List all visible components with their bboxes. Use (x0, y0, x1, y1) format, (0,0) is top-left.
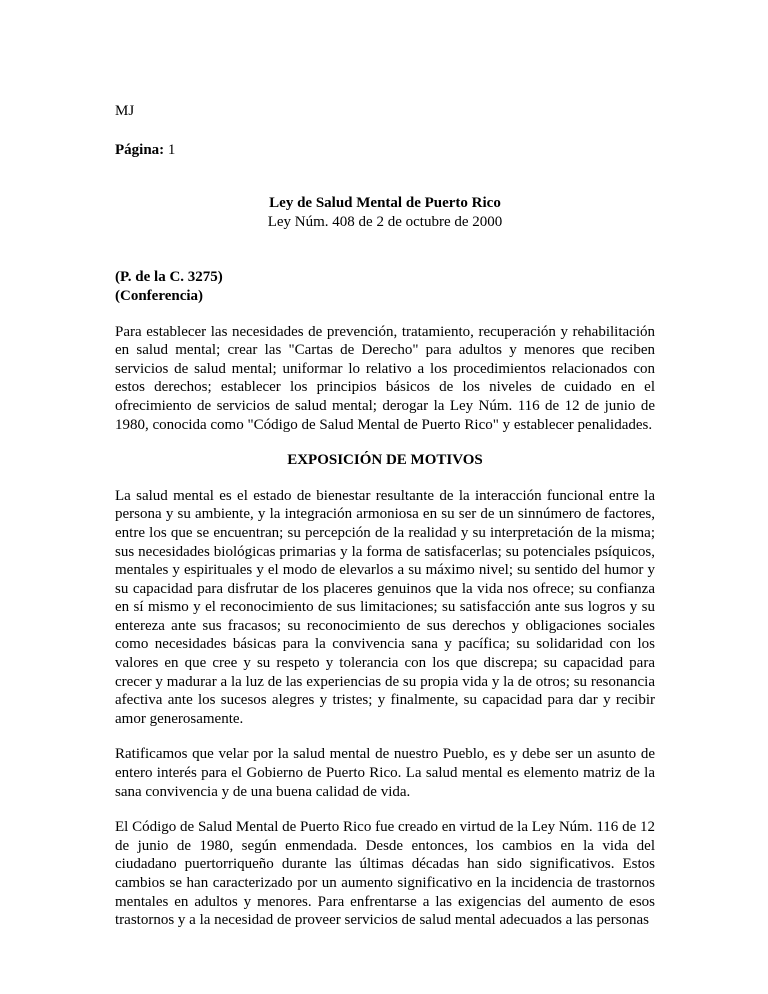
page-number-value: 1 (167, 141, 176, 158)
conference-label: (Conferencia) (115, 287, 204, 304)
title-block (115, 194, 655, 231)
body-paragraph-1: La salud mental es el estado de bienestar resultante de la interacción funcional entre la persona y su ambiente, y la integración armoniosa en su ser de un sinnúmero de factores, entre los que se encuentran; su percepción de la realidad y su interpretación de la misma; sus necesidades biológicas primarias y la forma de satisfacerlas; su potenciales psíquicos, mentales y espirituales y el modo de elevarlos a su máximo nivel; su sentido del humor y su capacidad para disfrutar de los placeres genuinos que la vida nos ofrece; su confianza en sí mismo y el reconocimiento de sus limitaciones; su satisfacción ante sus logros y su entereza ante sus fracasos; su reconocimiento de sus derechos y obligaciones sociales como necesidades básicas para la convivencia sana y pacífica; su solidaridad con los valores en que cree y su respeto y tolerancia con los que discrepa; su capacidad para crecer y madurar a la luz de las experiencias de su propia vida y la de otros; su resonancia afectiva ante los sucesos alegres y tristes; y finalmente, su capacidad para dar y recibir amor generosamente. (115, 487, 655, 727)
body-paragraph-2: Ratificamos que velar por la salud mental de nuestro Pueblo, es y debe ser un asunto de entero interés para el Gobierno de Puerto Rico. La salud mental es elemento matriz de la sana convivencia y de una buena calidad de vida. (115, 746, 655, 800)
intro-paragraph: Para establecer las necesidades de prevención, tratamiento, recuperación y rehabilitación en salud mental; crear las "Cartas de Derecho" para adultos y menores que reciben servicios de salud mental; uniformar lo relativo a los procedimientos relacionados con estos derechos; establecer los principios básicos de los niveles de cuidado en el ofrecimiento de servicios de salud mental; derogar la Ley Núm. 116 de 12 de junio de 1980, conocida como "Código de Salud Mental de Puerto Rico" y establecer penalidades. (115, 323, 655, 433)
header-initials: MJ (115, 103, 135, 119)
page-number-label: Página: (115, 141, 165, 158)
body-paragraph-3: El Código de Salud Mental de Puerto Rico fue creado en virtud de la Ley Núm. 116 de 12 de junio de 1980, según enmendada. Desde entonces, los cambios en la vida del ciudadano puertorriqueño durante las últimas décadas han sido significativos. Estos cambios se han caracterizado por un aumento significativo en la incidencia de trastornos mentales en adultos y menores. Para enfrentarse a las exigencias del aumento de esos trastornos y a la necesidad de proveer servicios de salud mental adecuados a las personas (115, 819, 655, 929)
document-subtitle: Ley Núm. 408 de 2 de octubre de 2000 (267, 213, 503, 230)
document-title: Ley de Salud Mental de Puerto Rico (269, 195, 501, 212)
bill-reference: (P. de la C. 3275) (115, 269, 223, 286)
page-number-line (115, 141, 655, 160)
section-heading: EXPOSICIÓN DE MOTIVOS (287, 452, 483, 469)
bill-reference-block (115, 268, 655, 305)
